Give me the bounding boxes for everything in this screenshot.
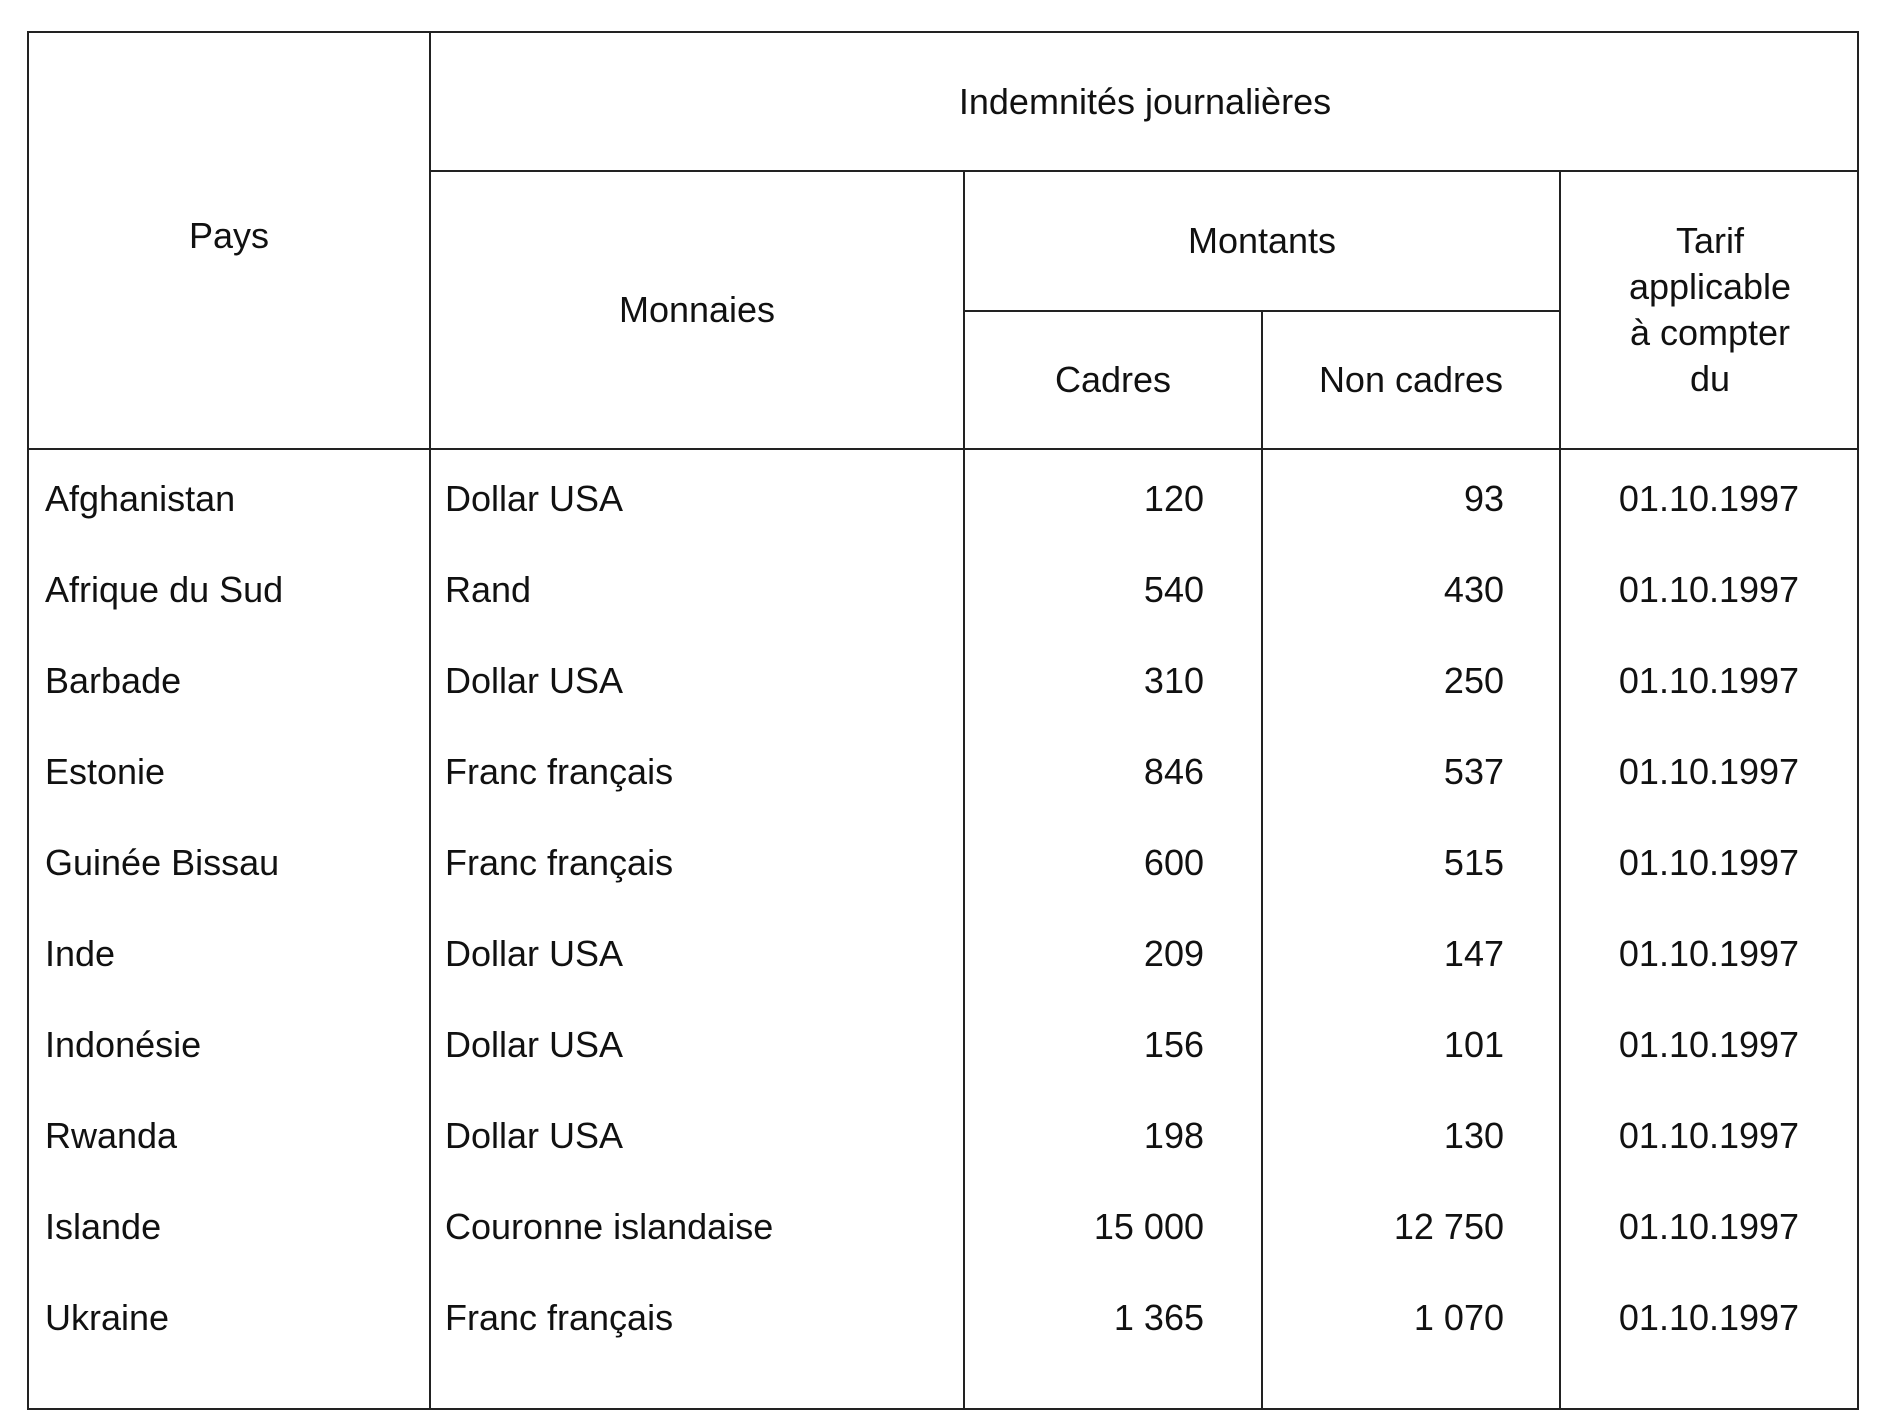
cell-monnaie: Couronne islandaise [445,1206,774,1247]
cell-tarif: 01.10.1997 [1618,569,1800,610]
cell-non-cadres: 250 [1443,660,1504,701]
cell-pays: Barbade [45,660,182,701]
cell-pays: Afrique du Sud [45,569,284,610]
cell-cadres: 310 [1143,660,1204,701]
rule-under-header [29,448,1857,450]
cell-monnaie: Dollar USA [445,1024,624,1065]
table-row [29,1181,1857,1272]
cell-tarif: 01.10.1997 [1618,1024,1800,1065]
header-non-cadres: Non cadres [1318,359,1504,400]
cell-non-cadres: 101 [1443,1024,1504,1065]
cell-non-cadres: 430 [1443,569,1504,610]
table-row [29,817,1857,908]
cell-tarif: 01.10.1997 [1618,842,1800,883]
cell-pays: Rwanda [45,1115,178,1156]
cell-cadres: 15 000 [1093,1206,1204,1247]
cell-pays: Ukraine [45,1297,170,1338]
cell-tarif: 01.10.1997 [1618,1297,1800,1338]
cell-non-cadres: 130 [1443,1115,1504,1156]
cell-pays: Guinée Bissau [45,842,280,883]
cell-tarif: 01.10.1997 [1618,660,1800,701]
cell-monnaie: Franc français [445,751,674,792]
cell-cadres: 1 365 [1113,1297,1204,1338]
allowance-table [27,31,1859,1410]
cell-monnaie: Dollar USA [445,1115,624,1156]
cell-tarif: 01.10.1997 [1618,933,1800,974]
cell-pays: Islande [45,1206,162,1247]
header-montants: Montants [1187,220,1337,261]
cell-cadres: 120 [1143,478,1204,519]
cell-non-cadres: 515 [1443,842,1504,883]
table-row [29,635,1857,726]
header-pays: Pays [188,215,270,256]
header-cadres: Cadres [1054,359,1172,400]
cell-monnaie: Dollar USA [445,933,624,974]
cell-monnaie: Franc français [445,842,674,883]
cell-pays: Inde [45,933,116,974]
cell-non-cadres: 12 750 [1393,1206,1504,1247]
cell-cadres: 198 [1143,1115,1204,1156]
header-monnaies: Monnaies [618,289,776,330]
table-row [29,453,1857,544]
cell-cadres: 156 [1143,1024,1204,1065]
cell-tarif: 01.10.1997 [1618,751,1800,792]
table-row [29,726,1857,817]
cell-non-cadres: 147 [1443,933,1504,974]
table-row [29,1090,1857,1181]
table-row [29,544,1857,635]
cell-pays: Afghanistan [45,478,236,519]
header-tarif: Tarif applicable à compter du [1628,220,1792,399]
cell-pays: Indonésie [45,1024,202,1065]
cell-non-cadres: 93 [1463,478,1504,519]
cell-tarif: 01.10.1997 [1618,1206,1800,1247]
cell-monnaie: Franc français [445,1297,674,1338]
cell-cadres: 600 [1143,842,1204,883]
cell-monnaie: Dollar USA [445,660,624,701]
cell-monnaie: Rand [445,569,532,610]
cell-pays: Estonie [45,751,166,792]
table-row [29,1272,1857,1363]
cell-monnaie: Dollar USA [445,478,624,519]
cell-cadres: 540 [1143,569,1204,610]
header-indemnites: Indemnités journalières [958,80,1332,122]
cell-tarif: 01.10.1997 [1618,478,1800,519]
table-row [29,999,1857,1090]
cell-tarif: 01.10.1997 [1618,1115,1800,1156]
cell-cadres: 846 [1143,751,1204,792]
cell-cadres: 209 [1143,933,1204,974]
cell-non-cadres: 1 070 [1413,1297,1504,1338]
cell-non-cadres: 537 [1443,751,1504,792]
table-row [29,908,1857,999]
